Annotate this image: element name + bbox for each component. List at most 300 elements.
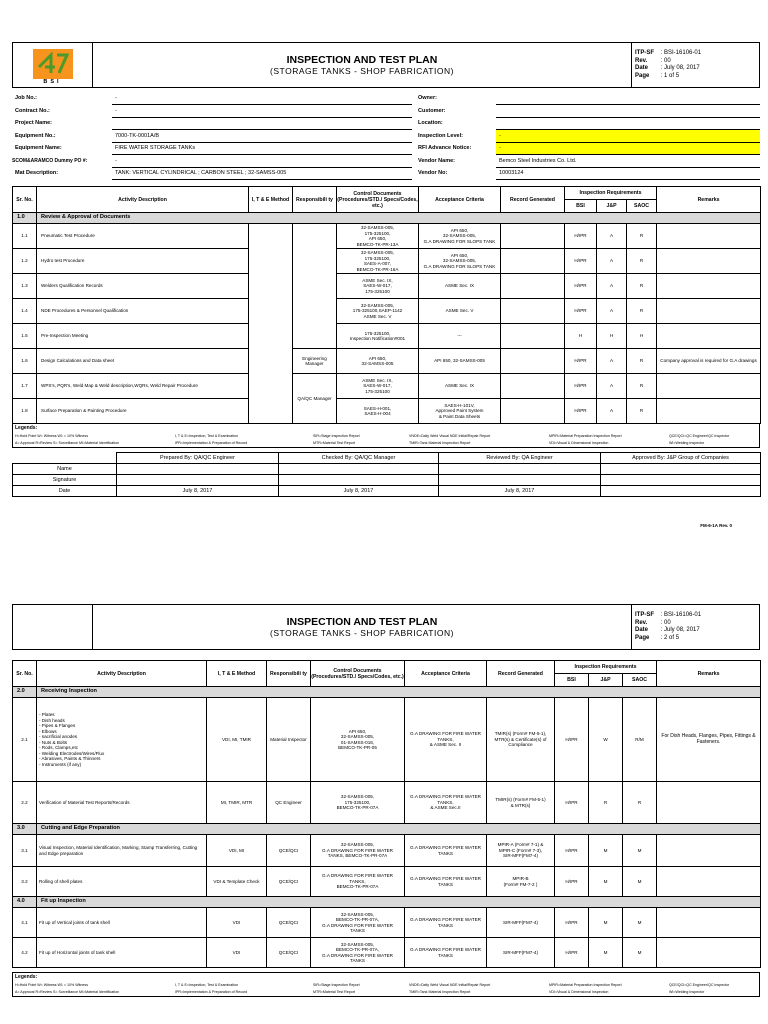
row-record — [501, 299, 565, 324]
col-bsi: BSI — [565, 200, 597, 213]
itp-page-1 — [12, 42, 760, 528]
row-criteria: API 650, 32-SAMSS-005, G.A DRAWING FOR SLOPS TANK — [419, 224, 501, 249]
col-saoc: SAOC — [623, 674, 657, 687]
row-saoc: R — [627, 374, 657, 399]
row-method: VDI — [207, 938, 267, 968]
legend-item: QCE/QCI=QC Engineer/QC Inspector — [669, 983, 730, 987]
row-jp: A — [597, 399, 627, 424]
vendor-no-value: 10003124 — [496, 167, 760, 180]
row-jp: A — [597, 274, 627, 299]
row-record — [501, 324, 565, 349]
po-label: SCOM&ARAMCO Dummy PO #: — [12, 157, 88, 164]
legend-item: VNDE=Daily Weld Visual NDE Initial/Repair Report — [409, 983, 491, 987]
row-criteria: ASME Sec. IX — [419, 274, 501, 299]
row-saoc: R — [627, 349, 657, 374]
owner-value — [496, 92, 760, 105]
vendor-name-value: Bemco Steel Industries Co. Ltd. — [496, 155, 760, 168]
checked-name — [279, 464, 439, 475]
section-number: 4.0 — [13, 897, 37, 908]
legend-item: VDI=Visual & Dimensional Inspection — [549, 990, 609, 994]
approved-signature — [601, 475, 761, 486]
form-number: FM-6-1A Rev. 0 — [700, 523, 732, 528]
row-record — [501, 349, 565, 374]
vendor-no-label: Vendor No: — [418, 170, 448, 177]
row-jp: R — [589, 782, 623, 824]
row-sr: 2.2 — [13, 782, 37, 824]
customer-value — [496, 105, 760, 118]
row-saoc: R/M — [623, 698, 657, 782]
col-bsi: BSI — [555, 674, 589, 687]
project-name-value — [112, 117, 412, 130]
row-responsibility: Material Inspector — [267, 698, 311, 782]
row-remarks — [657, 399, 761, 424]
row-control-docs: 32-SAMSS-005, BEMCO-TK-PR-07A, G.A DRAWING FOR FIRE WATER TANKS — [311, 908, 405, 938]
row-remarks — [657, 299, 761, 324]
signoff-table — [12, 452, 761, 497]
row-record — [501, 274, 565, 299]
table-row — [13, 938, 761, 968]
row-bsi: H/IPR — [565, 249, 597, 274]
table-row — [13, 698, 761, 782]
row-bsi: H/IPR — [565, 274, 597, 299]
date-value: July 08, 2017 — [664, 627, 700, 633]
project-info — [12, 92, 760, 180]
section-row — [13, 824, 761, 835]
row-sr: 1.8 — [13, 399, 37, 424]
checked-date: July 8, 2017 — [279, 486, 439, 497]
row-activity: Surface Preparation & Painting Procedure — [37, 399, 249, 424]
row-control-docs: ASME Sec. IX, SAES-W-017, 175-325100 — [337, 374, 419, 399]
approved-date — [601, 486, 761, 497]
row-jp: A — [597, 299, 627, 324]
row-remarks — [657, 835, 761, 867]
row-remarks — [657, 249, 761, 274]
legend-item: A= Approval R=Review S= Surveillance MI=Material Identification — [15, 441, 120, 445]
row-activity: - Plates - Dish heads - Pipes & Flanges - Elbows - sacrificial anodes - Nuts & Bolts - Rods, Clamps,etc - Welding Electrodes/Wires/Flux - Abrasives, Paints & Thinners - Instruments (if any) — [37, 698, 207, 782]
rev-label: Rev. — [635, 57, 648, 64]
page-label: Page — [635, 72, 650, 79]
row-saoc: R — [627, 274, 657, 299]
row-criteria: API 650, 32-SAMSS-005 — [419, 349, 501, 374]
approved-name — [601, 464, 761, 475]
page-number: 2 of 5 — [664, 634, 680, 641]
row-activity: Hydro test Procedure — [37, 249, 249, 274]
document-subtitle: (STORAGE TANKS - SHOP FABRICATION) — [270, 66, 454, 76]
row-jp: M — [589, 835, 623, 867]
logo-cell — [13, 43, 93, 88]
legend-item: I, T & E=Inspection, Test & Examination — [175, 983, 239, 987]
row-activity: Pneumatic Test Procedure — [37, 224, 249, 249]
legend-item: VNDE=Daily Weld Visual NDE Initial/Repair Report — [409, 434, 491, 438]
section-title: Review & Approval of Documents — [37, 213, 761, 224]
legend-item: TMIR=Tank Material Inspection Report — [409, 990, 471, 994]
col-sr: Sr. No. — [13, 661, 37, 687]
legend-row-2 — [15, 441, 757, 445]
row-control-docs: 32-SAMSS-005, 175-325100, SAES-A-007, BEMCO-TK-PR-16A — [337, 249, 419, 274]
reviewed-by: Reviewed By: QA Engineer — [439, 453, 601, 464]
row-criteria: G.A DRAWING FOR FIRE WATER TANKS — [405, 938, 487, 968]
col-record: Record Generated — [487, 661, 555, 687]
equipment-no-label: Equipment No.: — [15, 132, 56, 139]
project-name-label: Project Name: — [15, 120, 52, 127]
legend-item: SIR=Stage Inspection Report — [313, 983, 360, 987]
row-sr: 4.1 — [13, 908, 37, 938]
col-jp: J&P — [597, 200, 627, 213]
row-remarks — [657, 782, 761, 824]
col-criteria: Acceptance Criteria — [419, 187, 501, 213]
reviewed-signature — [439, 475, 601, 486]
itp-header — [12, 42, 760, 88]
row-criteria: ASME Sec. IX — [419, 374, 501, 399]
row-criteria: G.A DRAWING FOR FIRE WATER TANKS — [405, 835, 487, 867]
row-activity: Welders Qualification Records — [37, 274, 249, 299]
itp-header — [12, 604, 760, 650]
row-method: VDI & Template Check — [207, 867, 267, 897]
job-no-value: - — [112, 92, 412, 105]
row-sr: 2.1 — [13, 698, 37, 782]
legend-title: Legends: — [15, 425, 38, 431]
location-label: Location: — [418, 120, 443, 127]
row-responsibility: QA/QC Manager — [293, 374, 337, 424]
col-inspection-requirements: Inspection Requirements — [565, 187, 657, 200]
inspection-level-value: - — [496, 130, 760, 143]
row-sr: 1.1 — [13, 224, 37, 249]
row-responsibility: QCE/QCI — [267, 938, 311, 968]
row-saoc: R — [627, 224, 657, 249]
rev-value: 00 — [664, 57, 671, 64]
table-row — [13, 835, 761, 867]
row-jp: W — [589, 698, 623, 782]
row-remarks — [657, 867, 761, 897]
itp-page-2 — [12, 604, 760, 997]
itp-label: ITP-SF — [635, 612, 654, 618]
row-responsibility: QC Engineer — [267, 782, 311, 824]
section-row — [13, 687, 761, 698]
col-remarks: Remarks — [657, 187, 761, 213]
row-criteria: G.A DRAWING FOR FIRE WATER TANKS, & ASME Sec.II — [405, 782, 487, 824]
row-record — [501, 249, 565, 274]
row-criteria: API 650, 32-SAMSS-005, G.A DRAWING FOR SLOPS TANK — [419, 249, 501, 274]
date-label: Date — [635, 627, 649, 633]
row-control-docs: 32-SAMSS-005, G.A DRAWING FOR FIRE WATER TANKS, BEMCO-TK-PR-07A — [311, 835, 405, 867]
row-jp: A — [597, 374, 627, 399]
date-row-label: Date — [13, 486, 117, 497]
owner-label: Owner: — [418, 95, 437, 102]
section-number: 3.0 — [13, 824, 37, 835]
legend-item: H=Hold Point W= Witness W1 = 10% Witness — [15, 983, 88, 987]
row-responsibility: QCE/QCI — [267, 867, 311, 897]
prepared-signature — [117, 475, 279, 486]
legend-title: Legends: — [15, 974, 38, 980]
itp-number: BSI-16106-01 — [664, 50, 702, 56]
row-record — [501, 224, 565, 249]
col-method: I, T & E Method — [249, 187, 293, 213]
row-remarks — [657, 224, 761, 249]
legend-item: IPR=Implementation & Preparation of Record — [175, 441, 248, 445]
company-name: BSI — [43, 78, 62, 85]
row-control-docs: 32-SAMSS-005, 175-325100, BEMCO-TK-PR-07A — [311, 782, 405, 824]
table-row — [13, 299, 761, 324]
row-criteria: G.A DRAWING FOR FIRE WATER TANKS — [405, 867, 487, 897]
legend-item: QCE/QCI=QC Engineer/QC Inspector — [669, 434, 730, 438]
title-cell — [93, 605, 632, 650]
title-cell — [93, 43, 632, 88]
row-control-docs: SAES-H-001, SAES-H-004 — [337, 399, 419, 424]
row-record: TMIR(s) (Form# FM-5-1) & MTR(s) — [487, 782, 555, 824]
row-bsi: H/IPR — [555, 698, 589, 782]
section-number: 2.0 — [13, 687, 37, 698]
row-saoc: R — [627, 299, 657, 324]
table-row — [13, 224, 761, 249]
col-method: I, T & E Method — [207, 661, 267, 687]
table-row — [13, 908, 761, 938]
row-activity: Visual Inspection, Material Identification, Marking, Stamp Transferring, Cutting and Edge preparation — [37, 835, 207, 867]
row-record: MPIR-A (Form# 7-1) & MPIR-C (Form# 7-3), SIR-MFF(FM7-4) — [487, 835, 555, 867]
legend-item: A= Approval R=Review S= Surveillance MI=Material Identification — [15, 990, 120, 994]
row-record: SIR-MFF(FM7-4) — [487, 938, 555, 968]
row-criteria: G.A DRAWING FOR FIRE WATER TANKS, & ASME Sec. II — [405, 698, 487, 782]
itp-table-page-1 — [12, 186, 761, 424]
document-title: INSPECTION AND TEST PLAN — [286, 616, 438, 628]
itp-label: ITP-SF — [635, 50, 654, 56]
row-control-docs: 32-SAMSS-005, BEMCO-TK-PR-07A, G.A DRAWING FOR FIRE WATER TANKS — [311, 938, 405, 968]
row-activity: Design Calculations and Data sheet — [37, 349, 249, 374]
signature-label: Signature — [13, 475, 117, 486]
col-responsibility: Responsibili ty — [267, 661, 311, 687]
equipment-no-value: 7000-TK-0001A/B — [112, 130, 412, 143]
row-activity: WPS's, PQR's, Weld Map & Weld description,WQRs, Weld Repair Procedure — [37, 374, 249, 399]
table-row — [13, 274, 761, 299]
legend-item: I, T & E=Inspection, Test & Examination — [175, 434, 239, 438]
col-activity: Activity Description — [37, 187, 249, 213]
table-row — [13, 349, 761, 374]
row-criteria: ASME Sec. V — [419, 299, 501, 324]
row-control-docs: 32-SAMSS-005, 175-325100, API 650, BEMCO-TK-PR-13A — [337, 224, 419, 249]
itp-number: BSI-16106-01 — [664, 612, 702, 618]
row-activity: NDE Procedures & Personnel Qualification — [37, 299, 249, 324]
row-criteria: --- — [419, 324, 501, 349]
row-sr: 4.2 — [13, 938, 37, 968]
mat-desc-value: TANK: VERTICAL CYLINDRICAL ; CARBON STEEL ; 32-SAMSS-005 — [112, 167, 412, 180]
customer-label: Customer: — [418, 107, 446, 114]
row-bsi: H/IPR — [555, 908, 589, 938]
row-bsi: H/IPR — [565, 299, 597, 324]
reviewed-date: July 8, 2017 — [439, 486, 601, 497]
row-jp: A — [597, 224, 627, 249]
row-remarks — [657, 374, 761, 399]
table-row — [13, 324, 761, 349]
col-record: Record Generated — [501, 187, 565, 213]
legend-item: SIR=Stage Inspection Report — [313, 434, 360, 438]
row-sr: 1.7 — [13, 374, 37, 399]
rev-label: Rev. — [635, 619, 648, 626]
row-remarks — [657, 938, 761, 968]
legend-row-2 — [15, 990, 757, 994]
row-record: TMIR(s) (Form# FM-5-1), MTR(s) & Certificate(s) of Compliance — [487, 698, 555, 782]
row-remarks: For Dish Heads, Flanges, Pipes, Fittings & Fasteners. — [657, 698, 761, 782]
row-activity: Verification of Material Test Reports/Records — [37, 782, 207, 824]
legend-item: MTR=Material Test Report — [313, 441, 355, 445]
row-control-docs: G.A DRAWING FOR FIRE WATER TANKS, BEMCO-TK-PR-07A — [311, 867, 405, 897]
row-sr: 1.5 — [13, 324, 37, 349]
row-control-docs: 175-325100, Inspection Notification#001 — [337, 324, 419, 349]
rfi-notice-value: - — [496, 142, 760, 155]
rev-value: 00 — [664, 619, 671, 626]
table-row — [13, 867, 761, 897]
legend-item: MPIR=Material Preparation Inspection Report — [549, 434, 622, 438]
row-sr: 3.1 — [13, 835, 37, 867]
row-control-docs: API 650, 32-SAMSS-005 — [337, 349, 419, 374]
row-control-docs: ASME Sec. IX, SAES-W-017, 175-325100 — [337, 274, 419, 299]
contract-no-label: Contract No.: — [15, 107, 50, 114]
rfi-notice-label: RFI Advance Notice: — [418, 145, 472, 152]
row-control-docs: 32-SAMSS-005, 175-325100,SAEP-1142 ASME Sec. V — [337, 299, 419, 324]
table-row — [13, 374, 761, 399]
col-saoc: SAOC — [627, 200, 657, 213]
row-saoc: R — [627, 399, 657, 424]
col-responsibility: Responsibili ty — [293, 187, 337, 213]
row-jp: M — [589, 938, 623, 968]
legend-item: MTR=Material Test Report — [313, 990, 355, 994]
row-jp: A — [597, 349, 627, 374]
section-title: Cutting and Edge Preparation — [37, 824, 761, 835]
row-responsibility: Engineering Manager — [293, 349, 337, 374]
checked-by: Checked By: QA/QC Manager — [279, 453, 439, 464]
legend-item: IPR=Implementation & Preparation of Record — [175, 990, 248, 994]
page-number: 1 of 5 — [664, 72, 680, 79]
itp-table-page-2 — [12, 660, 761, 968]
section-row — [13, 213, 761, 224]
date-label: Date — [635, 65, 649, 71]
row-jp: M — [589, 908, 623, 938]
row-remarks — [657, 324, 761, 349]
itp-meta: ITP-SF : BSI-16106-01 Rev. : 00 Date : July 08, 2017 Page : 2 of 5 — [632, 605, 760, 650]
row-remarks: Company approval is required for G.A drawings — [657, 349, 761, 374]
row-criteria: SAES-H-101V, Approved Paint System & Paint Data Sheets — [419, 399, 501, 424]
row-record — [501, 399, 565, 424]
row-bsi: H/IPR — [555, 782, 589, 824]
row-sr: 1.4 — [13, 299, 37, 324]
row-responsibility: QCE/QCI — [267, 835, 311, 867]
row-bsi: H/IPR — [555, 938, 589, 968]
row-criteria: G.A DRAWING FOR FIRE WATER TANKS — [405, 908, 487, 938]
legend — [12, 972, 760, 997]
col-inspection-requirements: Inspection Requirements — [555, 661, 657, 674]
row-saoc: M — [623, 908, 657, 938]
row-sr: 1.2 — [13, 249, 37, 274]
po-value: - — [112, 155, 412, 168]
page-label: Page — [635, 634, 650, 641]
job-no-label: Job No.: — [15, 95, 37, 102]
location-value — [496, 117, 760, 130]
section-title: Receiving Inspection — [37, 687, 761, 698]
row-saoc: R — [623, 782, 657, 824]
contract-no-value: - — [112, 105, 412, 118]
col-sr: Sr. No. — [13, 187, 37, 213]
legend-item: WI=Welding Inspector — [669, 441, 705, 445]
row-bsi: H/IPR — [565, 224, 597, 249]
vendor-name-label: Vendor Name: — [418, 157, 455, 164]
row-record: SIR-MFF(FM7-4) — [487, 908, 555, 938]
row-activity: Pre-Inspection Meeting — [37, 324, 249, 349]
legend-item: H=Hold Point W= Witness W1 = 10% Witness — [15, 434, 88, 438]
row-jp: M — [589, 867, 623, 897]
mat-desc-label: Mat Description: — [15, 170, 59, 177]
reviewed-name — [439, 464, 601, 475]
row-control-docs: API 650, 32-SAMSS-005, 01-SAMSS-016, BEMCO-TK-PR-05 — [311, 698, 405, 782]
legend-item: MPIR=Material Preparation Inspection Report — [549, 983, 622, 987]
table-row — [13, 782, 761, 824]
col-jp: J&P — [589, 674, 623, 687]
legend-row-1 — [15, 434, 757, 438]
row-bsi: H/IPR — [565, 349, 597, 374]
row-bsi: H — [565, 324, 597, 349]
row-bsi: H/IPR — [555, 867, 589, 897]
section-row — [13, 897, 761, 908]
legend — [12, 424, 760, 448]
equipment-name-label: Equipment Name: — [15, 145, 62, 152]
row-bsi: H/IPR — [555, 835, 589, 867]
row-responsibility: QCE/QCI — [267, 908, 311, 938]
row-jp: H — [597, 324, 627, 349]
table-row — [13, 399, 761, 424]
col-control-docs: Control Documents (Procedures/STD./ Specs/Codes, etc.) — [337, 187, 419, 213]
date-value: July 08, 2017 — [664, 65, 700, 71]
inspection-level-label: Inspection Level: — [418, 132, 463, 139]
row-record — [501, 374, 565, 399]
approved-by: Approved By: J&P Group of Companies — [601, 453, 761, 464]
row-method: MI, TMIR, MTR — [207, 782, 267, 824]
prepared-by: Prepared By: QA/QC Engineer — [117, 453, 279, 464]
row-method — [249, 224, 293, 424]
row-remarks — [657, 274, 761, 299]
table-row — [13, 249, 761, 274]
row-method: VDI, MI, TMIR — [207, 698, 267, 782]
row-saoc: R — [627, 249, 657, 274]
itp-meta: ITP-SF : BSI-16106-01 Rev. : 00 Date : July 08, 2017 Page : 1 of 5 — [632, 43, 760, 88]
row-sr: 3.2 — [13, 867, 37, 897]
section-number: 1.0 — [13, 213, 37, 224]
document-title: INSPECTION AND TEST PLAN — [286, 54, 438, 66]
row-saoc: M — [623, 867, 657, 897]
row-remarks — [657, 908, 761, 938]
legend-item: TMIR=Tank Material Inspection Report — [409, 441, 471, 445]
row-activity: Fit up of Vertical joints of tank shell — [37, 908, 207, 938]
legend-item: WI=Welding Inspector — [669, 990, 705, 994]
name-label: Name — [13, 464, 117, 475]
bsi-logo-icon — [33, 49, 73, 79]
row-activity: Rolling of shell plates — [37, 867, 207, 897]
row-responsibility — [293, 224, 337, 349]
legend-item: VDI=Visual & Dimensional Inspection — [549, 441, 609, 445]
row-sr: 1.3 — [13, 274, 37, 299]
col-activity: Activity Description — [37, 661, 207, 687]
section-title: Fit up Inspection — [37, 897, 761, 908]
row-saoc: M — [623, 835, 657, 867]
checked-signature — [279, 475, 439, 486]
row-bsi: H/IPR — [565, 374, 597, 399]
document-subtitle: (STORAGE TANKS - SHOP FABRICATION) — [270, 628, 454, 638]
equipment-name-value: FIRE WATER STORAGE TANKs — [112, 142, 412, 155]
col-criteria: Acceptance Criteria — [405, 661, 487, 687]
row-bsi: H/IPR — [565, 399, 597, 424]
row-sr: 1.6 — [13, 349, 37, 374]
legend-row-1 — [15, 983, 757, 987]
row-method: VDI — [207, 908, 267, 938]
logo-cell — [13, 605, 93, 650]
row-saoc: H — [627, 324, 657, 349]
col-control-docs: Control Documents (Procedures/STD./ Specs/Codes, etc.) — [311, 661, 405, 687]
